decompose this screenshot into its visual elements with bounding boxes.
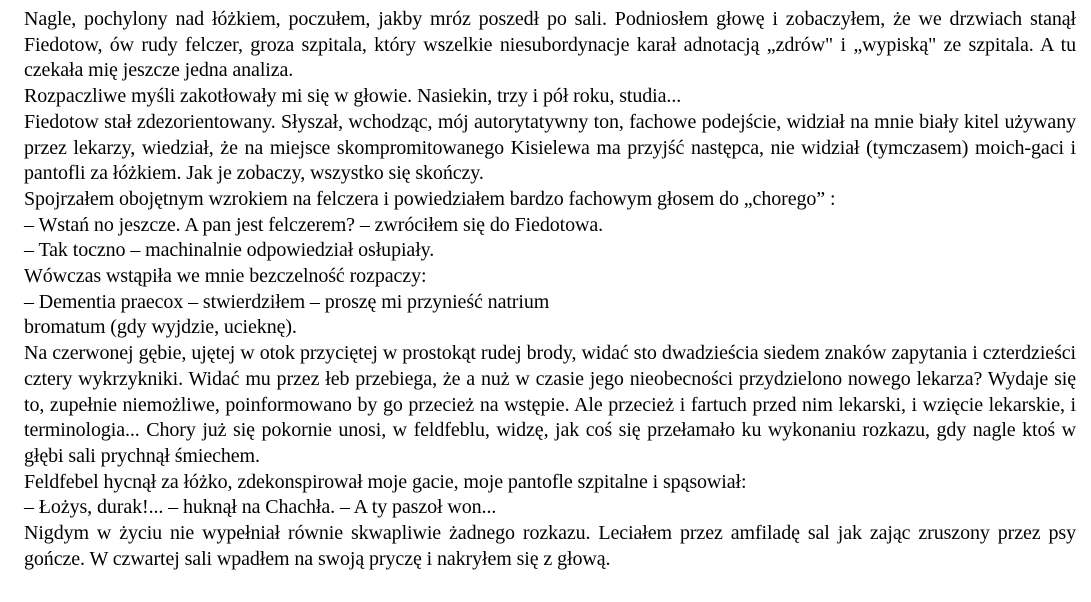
dialogue-line-stand-up: – Wstań no jeszcze. A pan jest felczerem? – zwróciłem się do Fiedotowa. xyxy=(24,213,603,236)
dialogue-line-tak-toczno: – Tak toczno – machinalnie odpowiedział osłupiały. xyxy=(24,239,435,262)
dialogue-line-dementia: – Dementia praecox – stwierdziłem – proszę mi przynieść natrium xyxy=(24,290,550,313)
paragraph-fiedotow-disoriented: Fiedotow stał zdezorientowany. Słyszał, wchodząc, mój autorytatywny ton, fachowe podejście, widział na mnie biały kitel używany przez lekarzy, wiedział, że na miejsce skompromitowanego Kisielewa ma przyjść następca, nie widział (tymczasem) moich-gaci i pantofli za łóżkiem. Jak je zobaczy, wszystko się skończy. xyxy=(24,110,1076,185)
paragraph-red-face: Na czerwonej gębie, ujętej w otok przyciętej w prostokąt rudej brody, widać sto dwadzieścia siedem znaków zapytania i czterdzieści cztery wykrzykniki. Widać mu przez łeb przebiega, że a nuż w czasie jego nieobecności przydzielono nowego lekarza? Wydaje się to, zupełnie niemożliwe, poinformowano by go przecież na wstępie. Ale przecież i fartuch przed nim lekarski, i wzięcie lekarskie, i terminologia... Chory już się pokornie unosi, w feldfeblu, widzę, jak coś się przełamało ku wykonaniu rozkazu, gdy nagle ktoś w głębi sali prychnął śmiechem. xyxy=(24,342,1076,467)
paragraph-desperate-thoughts: Rozpaczliwe myśli zakotłowały mi się w głowie. Nasiekin, trzy i pół roku, studia... xyxy=(24,85,682,108)
paragraph-fiedotow-arrives: Nagle, pochylony nad łóżkiem, poczułem, jakby mróz poszedł po sali. Podniosłem głowę i zobaczyłem, że we drzwiach stanął Fiedotow, ów rudy felczer, groza szpitala, który wszelkie niesubordynacje karał adnotacją „zdrów" i „wypiską" ze szpitala. A tu czekała mię jeszcze jedna analiza. xyxy=(24,8,1076,82)
document-page xyxy=(24,7,1076,572)
dialogue-line-lozys: – Łożys, durak!... – huknął na Chachła. – A ty paszoł won... xyxy=(24,496,497,519)
paragraph-feldfebel: Feldfebel hycnął za łóżko, zdekonspirował moje gacie, moje pantofle szpitalne i spąsowiał: xyxy=(24,470,747,493)
paragraph-impudence: Wówczas wstąpiła we mnie bezczelność rozpaczy: xyxy=(24,265,427,288)
paragraph-indifferent-look: Spojrzałem obojętnym wzrokiem na felczera i powiedziałem bardzo fachowym głosem do „chorego” : xyxy=(24,187,836,210)
paragraph-escape: Nigdym w życiu nie wypełniał równie skwapliwie żadnego rozkazu. Leciałem przez amfiladę sal jak zając zruszony przez psy gończe. W czwartej sali wpadłem na swoją pryczę i nakryłem się z głową. xyxy=(24,522,1076,570)
dialogue-line-bromatum: bromatum (gdy wyjdzie, ucieknę). xyxy=(24,316,297,339)
